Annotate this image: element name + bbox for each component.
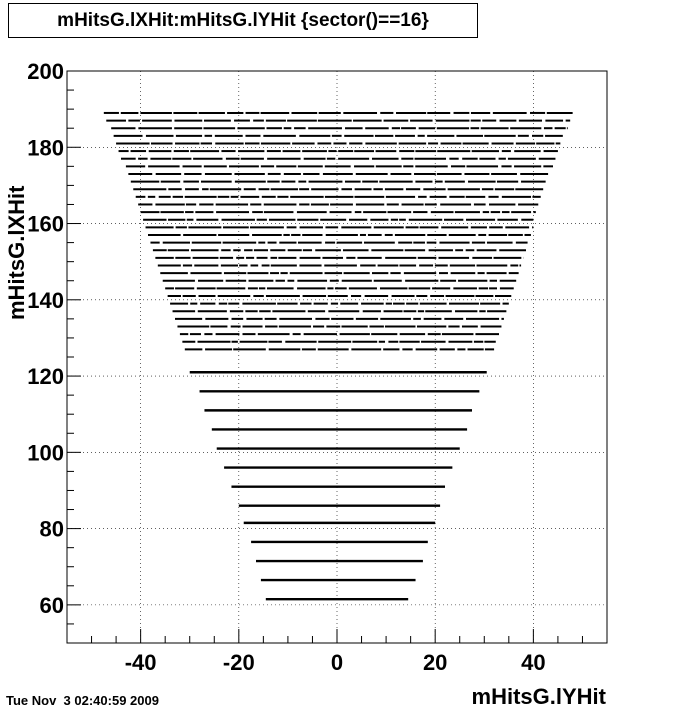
plot-frame xyxy=(67,71,607,643)
y-tick-label: 100 xyxy=(27,440,64,466)
x-tick-label: 40 xyxy=(521,650,546,675)
grid-lines xyxy=(67,71,607,643)
timestamp: Tue Nov 3 02:40:59 2009 xyxy=(6,693,159,708)
y-tick-label: 140 xyxy=(27,287,64,313)
y-tick-label: 120 xyxy=(27,364,64,390)
x-axis-label: mHitsG.lYHit xyxy=(471,684,606,709)
x-tick-label: 20 xyxy=(422,650,448,675)
y-tick-label: 200 xyxy=(27,59,64,84)
data-points xyxy=(104,113,573,599)
y-tick-label: 80 xyxy=(39,516,64,542)
axis-ticks xyxy=(67,71,582,643)
y-tick-label: 180 xyxy=(27,135,64,161)
chart-title: mHitsG.lXHit:mHitsG.lYHit {sector()==16} xyxy=(8,3,478,38)
x-tick-label: 0 xyxy=(330,650,344,675)
x-tick-label: -20 xyxy=(222,650,255,675)
y-tick-label: 60 xyxy=(39,592,64,618)
x-tick-label: -40 xyxy=(124,650,157,675)
y-axis-label: mHitsG.lXHit xyxy=(4,185,29,320)
y-tick-label: 160 xyxy=(27,211,64,237)
